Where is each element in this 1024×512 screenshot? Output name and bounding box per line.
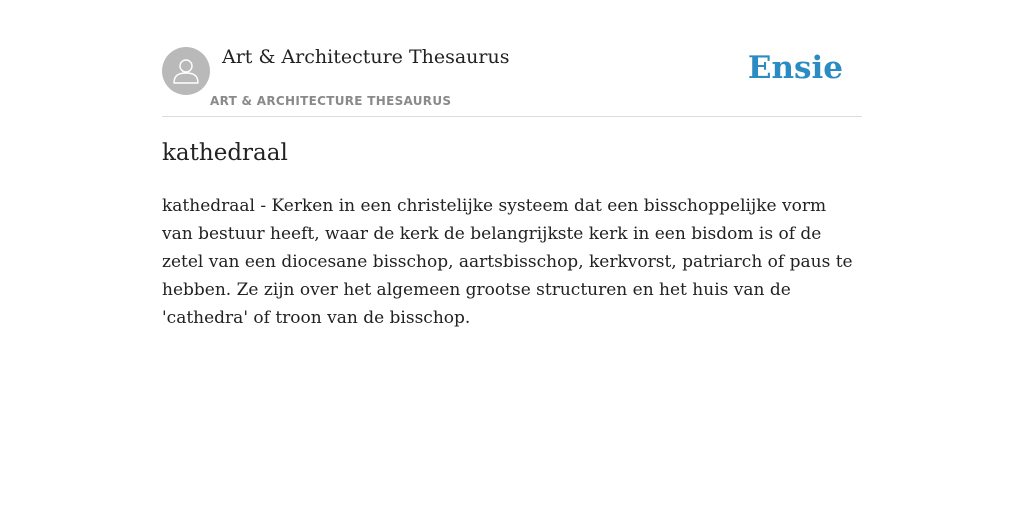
- user-icon: [171, 56, 201, 86]
- source-name-link[interactable]: Art & Architecture Thesaurus: [222, 46, 510, 68]
- entry-header: [162, 44, 862, 117]
- entry-definition: kathedraal - Kerken in een christelijke systeem dat een bisschoppelijke vorm van bestuur heeft, waar de kerk de belangrijkste kerk in een bisdom is of de zetel van een diocesane bisschop, aartsbisschop, kerkvorst, patriarch of paus te hebben. Ze zijn over het algemeen grootse structuren en het huis van de 'cathedra' of troon van de bisschop.: [162, 196, 853, 328]
- source-subtitle[interactable]: ART & ARCHITECTURE THESAURUS: [210, 94, 452, 108]
- ensie-logo[interactable]: Ensie: [747, 50, 843, 86]
- avatar[interactable]: [162, 47, 210, 95]
- entry-term: kathedraal: [162, 140, 288, 166]
